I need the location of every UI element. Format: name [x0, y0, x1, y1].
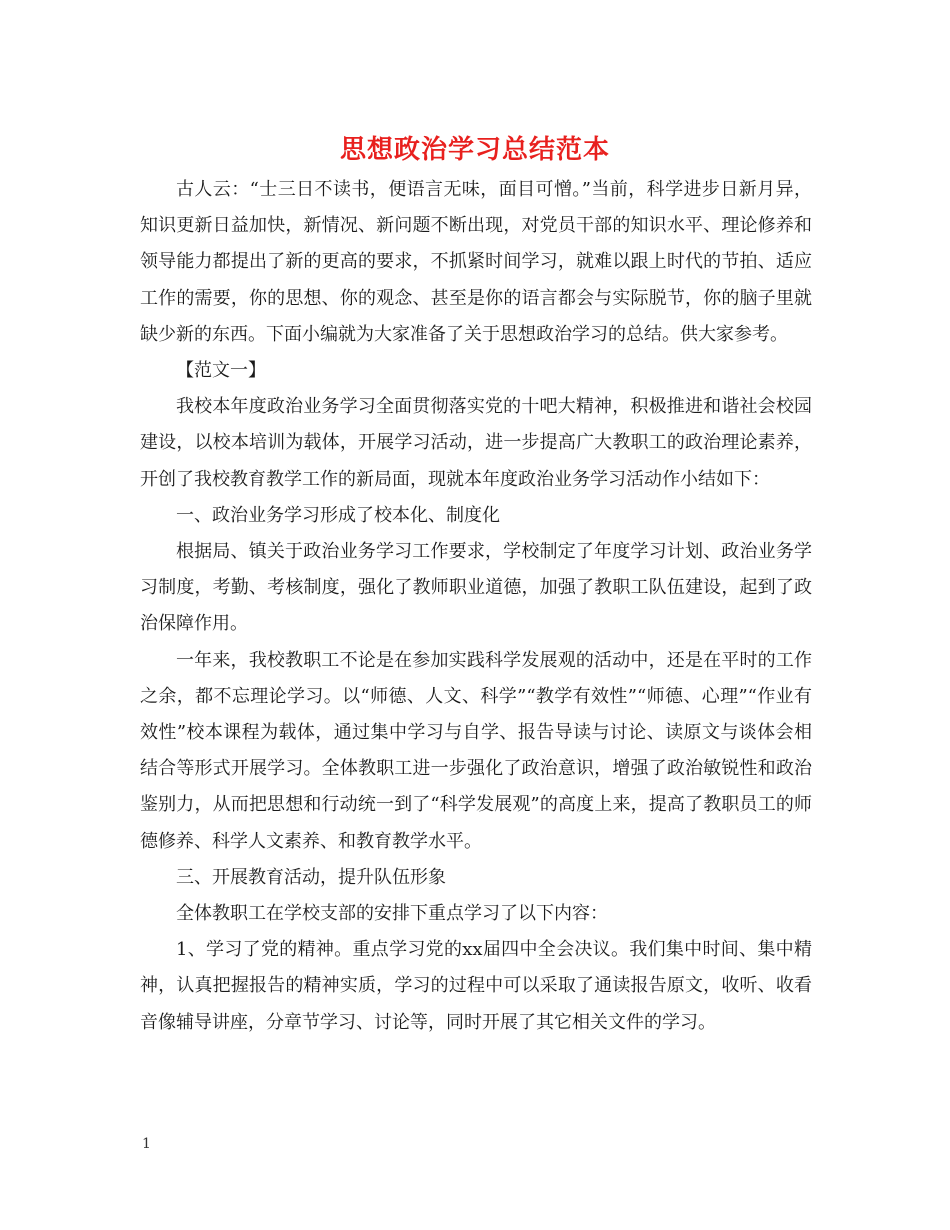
paragraph-item-1: 1、学习了党的精神。重点学习党的xx届四中全会决议。我们集中时间、集中精神，认真把握报告的精神实质，学习的过程中可以采取了通读报告原文，收听、收看音像辅导讲座，分章节学习、讨论等，同时开展了其它相关文件的学习。	[140, 939, 812, 1033]
paragraph-overview: 我校本年度政治业务学习全面贯彻落实党的十吧大精神，积极推进和谐社会校园建设，以校本培训为载体，开展学习活动，进一步提高广大教职工的政治理论素养，开创了我校教育教学工作的新局面，现就本年度政治业务学习活动作小结如下：	[140, 396, 812, 490]
paragraph-intro: 古人云：“士三日不读书，便语言无味，面目可憎。”当前，科学进步日新月异，知识更新日益加快，新情况、新问题不断出现，对党员干部的知识水平、理论修养和领导能力都提出了新的更高的要求，不抓紧时间学习，就难以跟上时代的节拍、适应工作的需要，你的思想、你的观念、甚至是你的语言都会与实际脱节，你的脑子里就缺少新的东西。下面小编就为大家准备了关于思想政治学习的总结。供大家参考。	[140, 179, 812, 345]
document-title: 思想政治学习总结范本	[339, 135, 610, 165]
page-number: 1	[142, 1136, 151, 1152]
section-heading-3: 三、开展教育活动，提升队伍形象	[176, 866, 446, 888]
section-heading-1: 一、政治业务学习形成了校本化、制度化	[176, 504, 500, 526]
paragraph-study-content: 全体教职工在学校支部的安排下重点学习了以下内容：	[176, 903, 608, 925]
paragraph-system: 根据局、镇关于政治业务学习工作要求，学校制定了年度学习计划、政治业务学习制度，考勤、考核制度，强化了教师职业道德，加强了教职工队伍建设，起到了政治保障作用。	[140, 541, 812, 635]
paragraph-sample-heading: 【范文一】	[176, 360, 266, 382]
paragraph-year-review: 一年来，我校教职工不论是在参加实践科学发展观的活动中，还是在平时的工作之余，都不忘理论学习。以“师德、人文、科学”“教学有效性”“师德、心理”“作业有效性”校本课程为载体，通过集中学习与自学、报告导读与讨论、读原文与谈体会相结合等形式开展学习。全体教职工进一步强化了政治意识，增强了政治敏锐性和政治鉴别力，从而把思想和行动统一到了“科学发展观”的高度上来，提高了教职员工的师德修养、科学人文素养、和教育教学水平。	[140, 649, 812, 852]
document-body	[140, 172, 812, 1041]
